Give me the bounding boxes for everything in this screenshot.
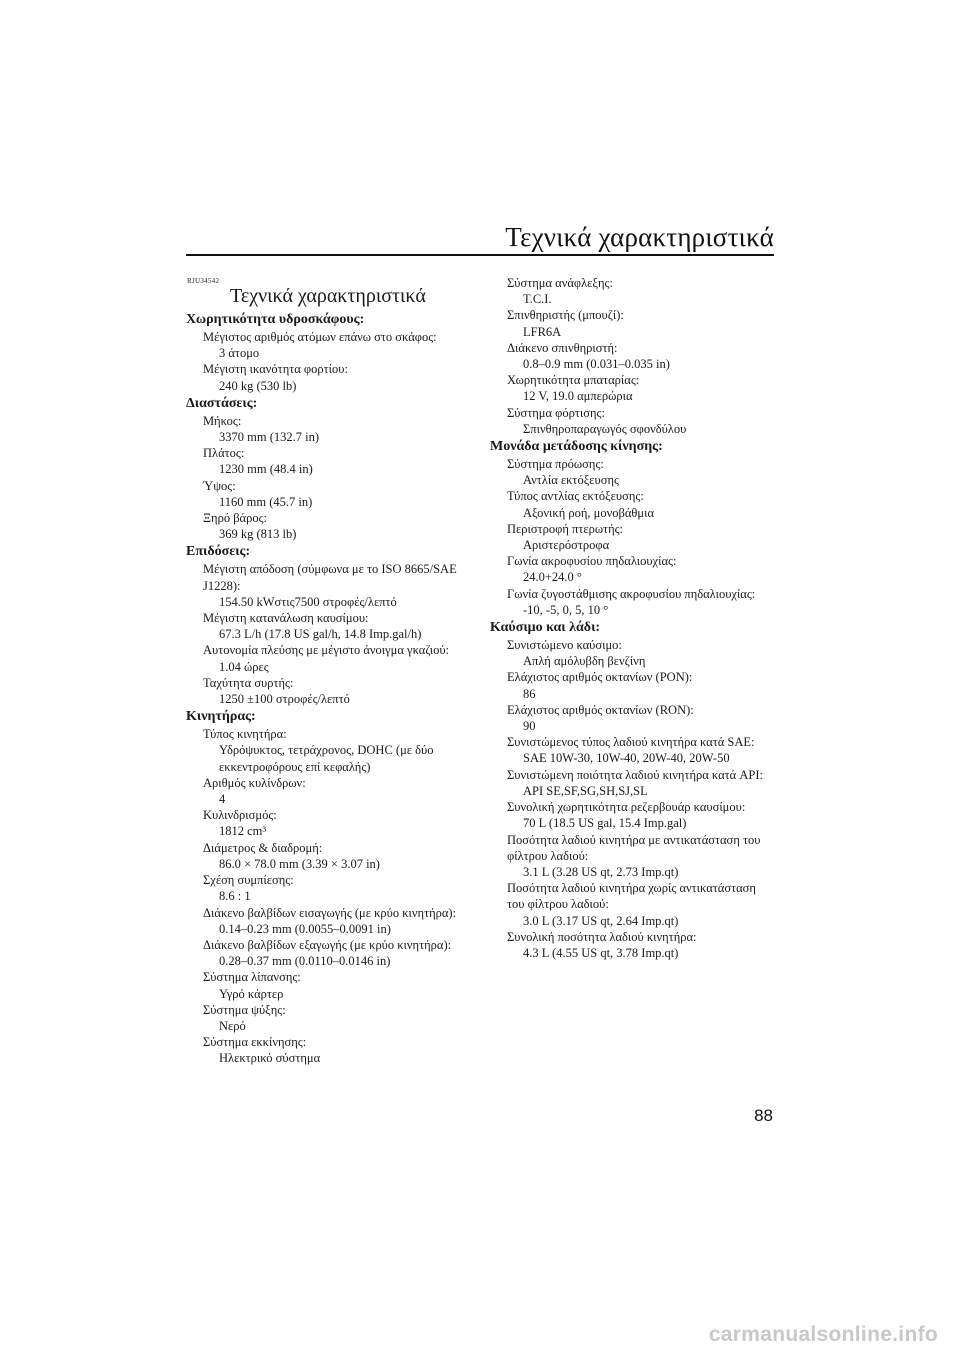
spec-value: Νερό — [219, 1018, 246, 1033]
spec-value: 0.14–0.23 mm (0.0055–0.0091 in) — [219, 921, 391, 936]
spec-value: Αντλία εκτόξευσης — [523, 473, 619, 488]
spec-label: Ποσότητα λαδιού κινητήρα χωρίς αντικατάσταση — [507, 881, 756, 896]
spec-label: Ύψος: — [203, 478, 236, 493]
spec-label: Μέγιστη ικανότητα φορτίου: — [203, 362, 348, 377]
spec-value: 0.28–0.37 mm (0.0110–0.0146 in) — [219, 954, 391, 969]
watermark: carmanualsonline.info — [708, 1323, 938, 1346]
spec-value: -10, -5, 0, 5, 10 ° — [523, 602, 609, 617]
heading-fuel-oil: Καύσιμο και λάδι: — [490, 620, 601, 636]
spec-label: Πλάτος: — [203, 446, 245, 461]
spec-label: Περιστροφή πτερωτής: — [507, 521, 624, 536]
header-rule — [186, 254, 774, 256]
spec-value: API SE,SF,SG,SH,SJ,SL — [523, 783, 648, 798]
document-code: RJU34542 — [187, 277, 220, 285]
left-column — [186, 283, 466, 1067]
spec-value: 154.50 kWστις7500 στροφές/λεπτό — [219, 594, 397, 609]
spec-value: 369 kg (813 lb) — [219, 527, 297, 542]
spec-label: Σύστημα ψύξης: — [203, 1002, 286, 1017]
spec-label: Ποσότητα λαδιού κινητήρα με αντικατάσταση του — [507, 832, 761, 847]
spec-value: 1.04 ώρες — [219, 659, 269, 674]
spec-value: 86.0 × 78.0 mm (3.39 × 3.07 in) — [219, 856, 380, 871]
spec-label: Ελάχιστος αριθμός οκτανίων (RON): — [507, 702, 694, 717]
spec-value: Ηλεκτρικό σύστημα — [219, 1051, 321, 1066]
spec-label: J1228): — [203, 578, 241, 593]
spec-label: Διάκενο βαλβίδων εξαγωγής (με κρύο κινητήρα): — [203, 937, 452, 952]
spec-label: Σπινθηριστής (μπουζί): — [507, 308, 624, 323]
heading-dimensions: Διαστάσεις: — [186, 395, 258, 411]
page-header-title: Τεχνικά χαρακτηριστικά — [505, 222, 774, 252]
spec-value: 67.3 L/h (17.8 US gal/h, 14.8 Imp.gal/h) — [219, 627, 422, 642]
spec-value: 3.0 L (3.17 US qt, 2.64 Imp.qt) — [523, 913, 679, 928]
spec-value: Σπινθηροπαραγωγός σφονδύλου — [523, 421, 687, 436]
spec-label: φίλτρου λαδιού: — [507, 848, 589, 863]
spec-value: LFR6A — [523, 324, 562, 339]
spec-value: 86 — [523, 686, 536, 701]
spec-label: Μήκος: — [203, 413, 242, 428]
spec-value: T.C.I. — [523, 292, 552, 307]
spec-label: Σύστημα εκκίνησης: — [203, 1035, 307, 1050]
spec-value: 1812 cm³ — [219, 824, 267, 839]
spec-label: Μέγιστη απόδοση (σύμφωνα με το ISO 8665/SAE — [203, 562, 457, 577]
spec-value: Αξονική ροή, μονοβάθμια — [523, 505, 654, 520]
spec-label: Σύστημα φόρτισης: — [507, 405, 605, 420]
spec-label: Τύπος κινητήρα: — [203, 727, 287, 742]
spec-label: του φίλτρου λαδιού: — [507, 897, 609, 912]
spec-label: Ταχύτητα συρτής: — [203, 675, 294, 690]
spec-label: Αριθμός κυλίνδρων: — [203, 775, 306, 790]
spec-label: Σύστημα πρόωσης: — [507, 457, 604, 472]
spec-label: Γωνία ζυγοστάθμισης ακροφυσίου πηδαλιουχίας: — [507, 586, 756, 601]
section-title: Τεχνικά χαρακτηριστικά — [230, 285, 426, 307]
spec-value: 90 — [523, 719, 536, 734]
spec-label: Κυλινδρισμός: — [203, 808, 277, 823]
spec-label: Σχέση συμπίεσης: — [203, 873, 294, 888]
spec-value: 8.6 : 1 — [219, 889, 251, 904]
spec-value: 24.0+24.0 ° — [523, 570, 582, 585]
spec-value: εκκεντροφόρους επί κεφαλής) — [219, 759, 371, 774]
spec-label: Συνιστώμενη ποιότητα λαδιού κινητήρα κατά API: — [507, 767, 763, 782]
spec-label: Ελάχιστος αριθμός οκτανίων (PON): — [507, 670, 693, 685]
spec-value: 12 V, 19.0 αμπερώρια — [523, 389, 633, 404]
spec-value: 240 kg (530 lb) — [219, 378, 297, 393]
spec-value: Υδρόψυκτος, τετράχρονος, DOHC (με δύο — [219, 743, 434, 758]
spec-value: 1230 mm (48.4 in) — [219, 462, 313, 477]
spec-label: Σύστημα ανάφλεξης: — [507, 276, 613, 290]
page-number: 88 — [754, 1106, 773, 1125]
spec-label: Συνιστώμενος τύπος λαδιού κινητήρα κατά SAE: — [507, 735, 755, 750]
spec-label: Συνολική ποσότητα λαδιού κινητήρα: — [507, 929, 697, 944]
spec-label: Διάκενο σπινθηριστή: — [507, 340, 618, 355]
spec-value: 3.1 L (3.28 US qt, 2.73 Imp.qt) — [523, 864, 679, 879]
spec-label: Αυτονομία πλεύσης με μέγιστο άνοιγμα γκαζιού: — [203, 643, 450, 658]
spec-label: Τύπος αντλίας εκτόξευσης: — [507, 489, 644, 504]
spec-label: Σύστημα λίπανσης: — [203, 970, 301, 985]
spec-label: Συνολική χωρητικότητα ρεζερβουάρ καυσίμου: — [507, 800, 746, 815]
spec-value: 3 άτομο — [219, 346, 260, 361]
heading-capacity: Χωρητικότητα υδροσκάφους: — [186, 312, 365, 327]
spec-value: 1250 ±100 στροφές/λεπτό — [219, 692, 350, 707]
spec-value: Υγρό κάρτερ — [219, 986, 284, 1001]
spec-label: Μέγιστη κατανάλωση καυσίμου: — [203, 611, 369, 626]
spec-value: 4 — [219, 792, 226, 807]
spec-value: SAE 10W-30, 10W-40, 20W-40, 20W-50 — [523, 751, 730, 766]
spec-label: Μέγιστος αριθμός ατόμων επάνω στο σκάφος: — [203, 330, 437, 344]
spec-label: Γωνία ακροφυσίου πηδαλιουχίας: — [507, 554, 677, 569]
spec-label: Ξηρό βάρος: — [203, 511, 268, 526]
heading-engine: Κινητήρας: — [186, 709, 256, 725]
heading-drive-unit: Μονάδα μετάδοσης κίνησης: — [490, 439, 663, 455]
spec-value: Αριστερόστροφα — [523, 538, 610, 553]
spec-label: Συνιστώμενο καύσιμο: — [507, 638, 622, 653]
spec-value: 1160 mm (45.7 in) — [219, 494, 313, 509]
spec-label: Διάκενο βαλβίδων εισαγωγής (με κρύο κινητήρα): — [203, 905, 457, 920]
spec-label: Διάμετρος & διαδρομή: — [203, 840, 323, 855]
spec-value: 3370 mm (132.7 in) — [219, 430, 319, 445]
spec-value: 0.8–0.9 mm (0.031–0.035 in) — [523, 357, 670, 372]
spec-value: 4.3 L (4.55 US qt, 3.78 Imp.qt) — [523, 945, 679, 960]
spec-label: Χωρητικότητα μπαταρίας: — [507, 373, 640, 388]
spec-value: 70 L (18.5 US gal, 15.4 Imp.gal) — [523, 816, 687, 831]
spec-value: Απλή αμόλυβδη βενζίνη — [523, 654, 646, 669]
right-column — [490, 275, 780, 961]
heading-performance: Επιδόσεις: — [186, 544, 251, 560]
